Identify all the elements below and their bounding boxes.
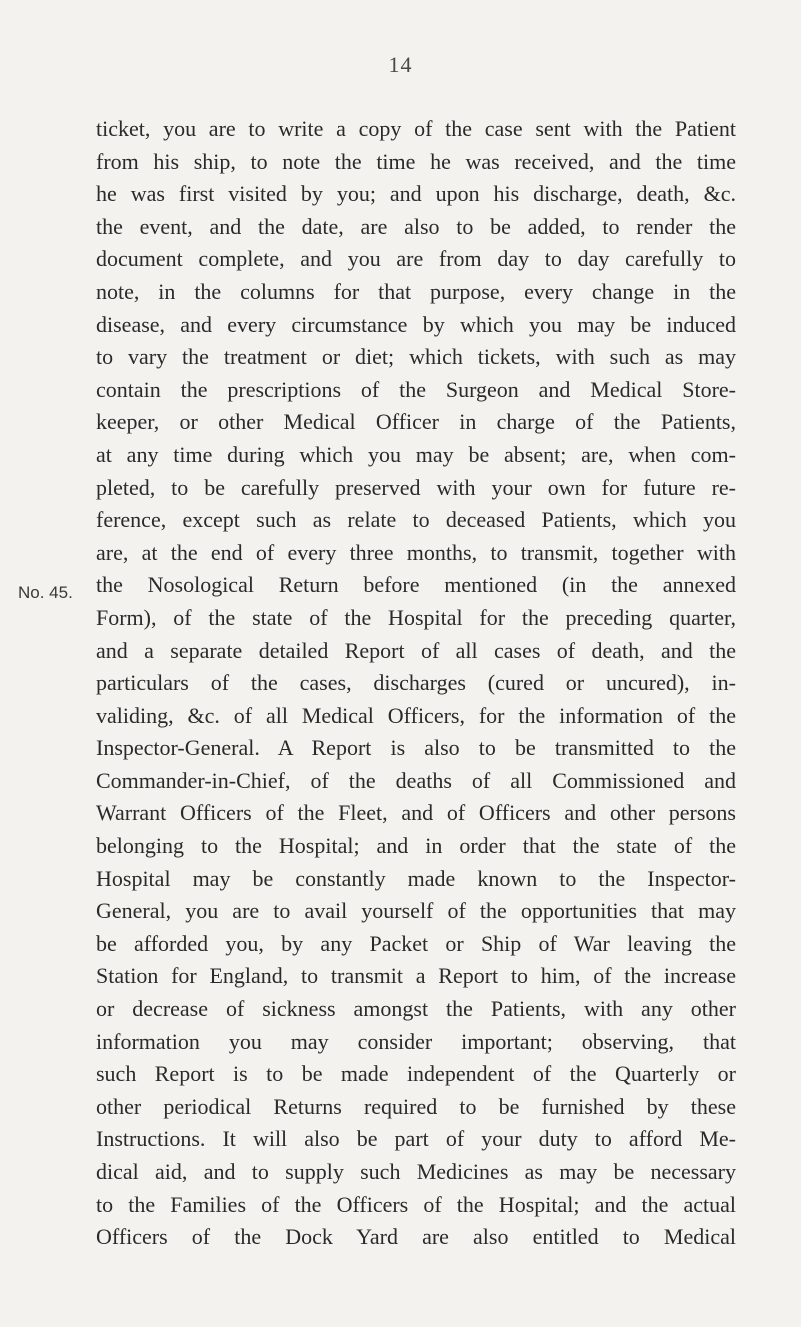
text-line: or decrease of sickness amongst the Patients, with any other bbox=[96, 996, 736, 1022]
text-line: and a separate detailed Report of all cases of death, and the bbox=[96, 637, 736, 663]
text-line: note, in the columns for that purpose, every change in the bbox=[96, 278, 736, 304]
text-line: Commander-in-Chief, of the deaths of all Commissioned and bbox=[96, 767, 736, 793]
text-line: Form), of the state of the Hospital for the preceding quarter, bbox=[96, 604, 736, 630]
text-line: to vary the treatment or diet; which tickets, with such as may bbox=[96, 344, 736, 370]
text-line: other periodical Returns required to be furnished by these bbox=[96, 1093, 736, 1119]
text-line: General, you are to avail yourself of the opportunities that may bbox=[96, 898, 736, 924]
text-line: Inspector-General. A Report is also to be transmitted to the bbox=[96, 735, 736, 761]
text-line: keeper, or other Medical Officer in charge of the Patients, bbox=[96, 409, 736, 435]
text-line: belonging to the Hospital; and in order that the state of the bbox=[96, 833, 736, 859]
text-line: information you may consider important; observing, that bbox=[96, 1028, 736, 1054]
text-line: from his ship, to note the time he was received, and the time bbox=[96, 148, 736, 174]
text-line: ference, except such as relate to deceased Patients, which you bbox=[96, 507, 736, 533]
text-line: validing, &c. of all Medical Officers, for the information of the bbox=[96, 702, 736, 728]
text-line: to the Families of the Officers of the Hospital; and the actual bbox=[96, 1191, 736, 1217]
text-line: disease, and every circumstance by which you may be induced bbox=[96, 311, 736, 337]
body-text bbox=[96, 113, 736, 1254]
text-line: dical aid, and to supply such Medicines as may be necessary bbox=[96, 1159, 736, 1184]
text-line: Warrant Officers of the Fleet, and of Officers and other persons bbox=[96, 800, 736, 826]
text-line: contain the prescriptions of the Surgeon and Medical Store- bbox=[96, 376, 736, 402]
margin-note: No. 45. bbox=[18, 583, 73, 602]
text-line: Officers of the Dock Yard are also entitled to Medical bbox=[96, 1224, 736, 1250]
text-line: Hospital may be constantly made known to the Inspector- bbox=[96, 865, 736, 891]
text-line: the Nosological Return before mentioned (in the annexed bbox=[96, 572, 736, 598]
text-line: at any time during which you may be absent; are, when com- bbox=[96, 441, 736, 467]
text-line: ticket, you are to write a copy of the case sent with the Patient bbox=[96, 116, 736, 141]
text-line: he was first visited by you; and upon his discharge, death, &c. bbox=[96, 181, 736, 207]
text-line: are, at the end of every three months, to transmit, together with bbox=[96, 539, 736, 565]
page-number: 14 bbox=[388, 52, 413, 77]
text-line: Station for England, to transmit a Report to him, of the increase bbox=[96, 963, 736, 989]
text-line: Instructions. It will also be part of your duty to afford Me- bbox=[96, 1126, 736, 1152]
text-line: document complete, and you are from day to day carefully to bbox=[96, 246, 736, 272]
text-line: such Report is to be made independent of the Quarterly or bbox=[96, 1061, 736, 1087]
text-line: particulars of the cases, discharges (cured or uncured), in- bbox=[96, 670, 736, 696]
text-line: be afforded you, by any Packet or Ship of War leaving the bbox=[96, 930, 736, 956]
text-line: pleted, to be carefully preserved with your own for future re- bbox=[96, 474, 736, 500]
text-line: the event, and the date, are also to be added, to render the bbox=[96, 213, 736, 239]
